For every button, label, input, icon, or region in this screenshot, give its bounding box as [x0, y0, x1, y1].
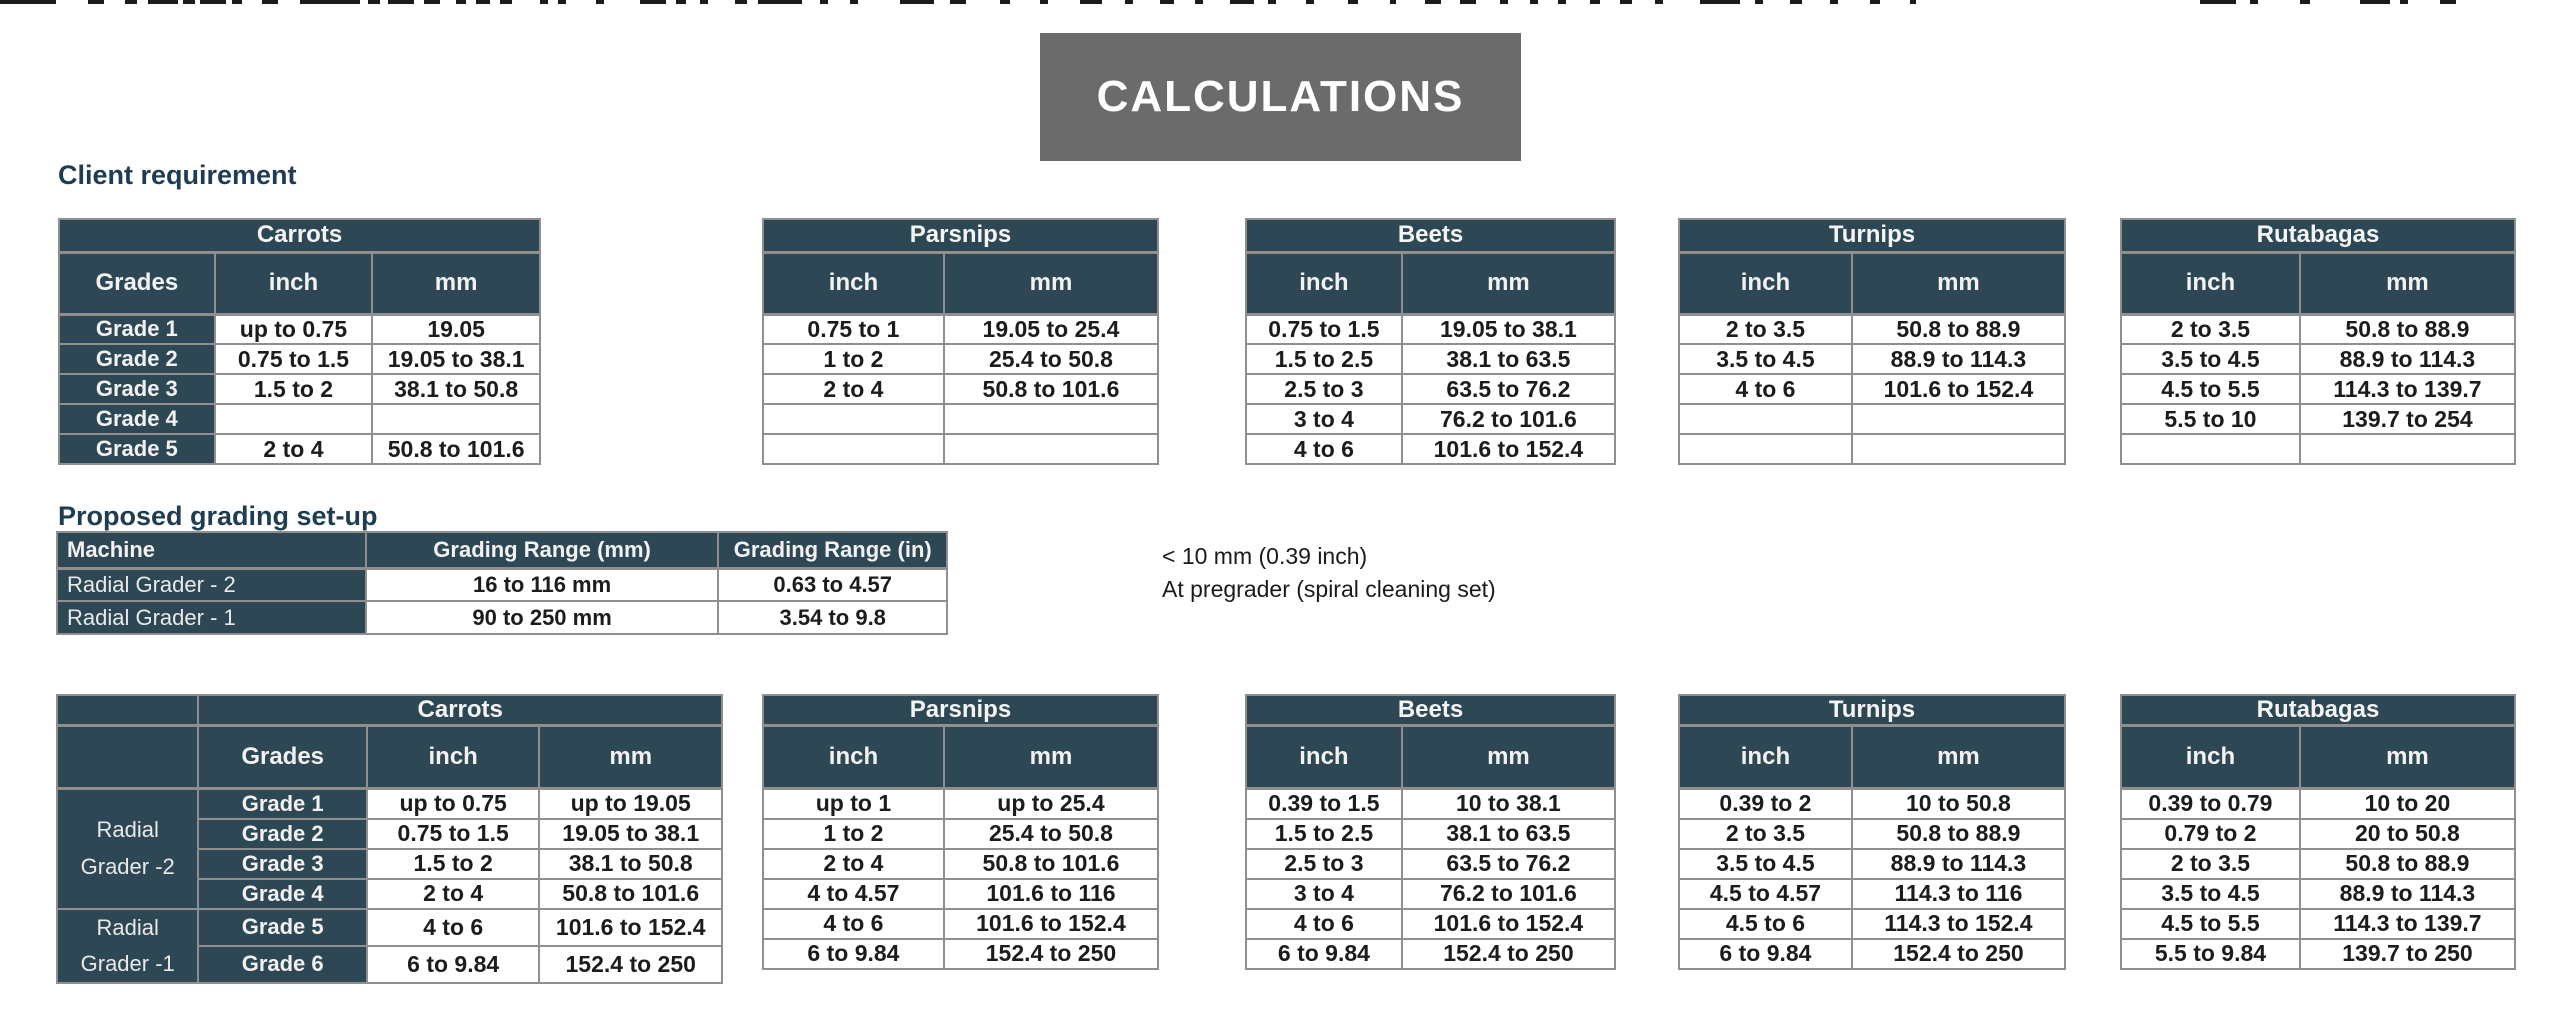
- table-title: Beets: [1246, 695, 1615, 726]
- cropped-text-mark: [735, 0, 747, 4]
- machine-grading-range-table: [56, 531, 948, 635]
- cropped-text-mark: [300, 0, 360, 4]
- cropped-text-mark: [1230, 0, 1254, 4]
- grade-label: Grade 3: [198, 849, 367, 879]
- inch-value-cell: 1.5 to 2.5: [1246, 344, 1402, 374]
- cropped-text-mark: [1500, 0, 1508, 4]
- col-header-inch: inch: [215, 252, 373, 314]
- inch-value-cell: 2 to 4: [367, 879, 540, 909]
- cropped-text-mark: [700, 0, 708, 4]
- mm-value-cell: 19.05 to 25.4: [944, 314, 1158, 344]
- mm-value-cell: 38.1 to 63.5: [1402, 344, 1615, 374]
- col-header-mm: mm: [372, 252, 540, 314]
- mm-value-cell: 63.5 to 76.2: [1402, 849, 1615, 879]
- cropped-text-mark: [640, 0, 666, 4]
- machine-column-spacer: [57, 695, 198, 726]
- table: [56, 531, 948, 635]
- inch-value-cell: 1.5 to 2: [367, 849, 540, 879]
- cropped-text-mark: [1620, 0, 1632, 4]
- mm-value-cell: 101.6 to 152.4: [1402, 434, 1615, 464]
- inch-value-cell: 4 to 6: [1246, 909, 1402, 939]
- inch-value-cell: 2 to 4: [763, 849, 944, 879]
- col-header-machine: Machine: [57, 532, 366, 568]
- mm-value-cell: 50.8 to 101.6: [944, 374, 1158, 404]
- col-header-inch: inch: [2121, 726, 2300, 789]
- cropped-text-mark: [1160, 0, 1174, 4]
- grade-label: Grade 5: [59, 434, 215, 464]
- cropped-text-mark: [200, 0, 226, 4]
- inch-value-cell: 1.5 to 2: [215, 374, 373, 404]
- inch-value-cell: 4.5 to 6: [1679, 909, 1852, 939]
- cropped-text-mark: [1390, 0, 1396, 4]
- inch-value-cell: 3.5 to 4.5: [1679, 849, 1852, 879]
- mm-value-cell: [944, 434, 1158, 464]
- mm-value-cell: 101.6 to 116: [944, 879, 1158, 909]
- col-header-inch: inch: [1246, 726, 1402, 789]
- client-table-turnips: [1678, 218, 2066, 465]
- mm-value-cell: 19.05 to 38.1: [372, 344, 540, 374]
- mm-value-cell: 101.6 to 152.4: [539, 909, 722, 946]
- grade-label: Grade 5: [198, 909, 367, 946]
- inch-value-cell: 2 to 3.5: [2121, 314, 2300, 344]
- col-header-inch: inch: [1679, 726, 1852, 789]
- machine-group-label: Radial Grader -1: [57, 909, 198, 984]
- table: [762, 694, 1159, 970]
- inch-value-cell: 2.5 to 3: [1246, 374, 1402, 404]
- inch-value-cell: 0.75 to 1.5: [367, 819, 540, 849]
- inch-value-cell: 1.5 to 2.5: [1246, 819, 1402, 849]
- inch-value-cell: 3.5 to 4.5: [2121, 344, 2300, 374]
- col-header-mm: mm: [944, 726, 1158, 789]
- cropped-text-mark: [2250, 0, 2258, 4]
- proposed-table-rutabagas: [2120, 694, 2516, 970]
- table-title: Turnips: [1679, 219, 2065, 252]
- mm-value-cell: 88.9 to 114.3: [2300, 344, 2515, 374]
- machine-group-label: Radial Grader -2: [57, 789, 198, 909]
- section-heading-client-requirement: Client requirement: [58, 160, 297, 190]
- col-header-mm: mm: [944, 252, 1158, 314]
- table: [56, 694, 723, 984]
- cropped-text-mark: [850, 0, 858, 4]
- mm-value-cell: 114.3 to 152.4: [1852, 909, 2065, 939]
- mm-value-cell: 101.6 to 152.4: [944, 909, 1158, 939]
- annotation-undersize: < 10 mm (0.39 inch): [1162, 543, 1368, 569]
- cropped-text-mark: [148, 0, 178, 4]
- col-header-mm: mm: [2300, 252, 2515, 314]
- inch-value-cell: 3 to 4: [1246, 404, 1402, 434]
- mm-value-cell: [2300, 434, 2515, 464]
- inch-value-cell: 4.5 to 5.5: [2121, 909, 2300, 939]
- inch-value-cell: 6 to 9.84: [1246, 939, 1402, 969]
- table: [1245, 694, 1616, 970]
- inch-value-cell: up to 0.75: [215, 314, 373, 344]
- cropped-text-mark: [1080, 0, 1102, 4]
- cropped-text-mark: [1790, 0, 1802, 4]
- mm-value-cell: 88.9 to 114.3: [1852, 849, 2065, 879]
- mm-value-cell: 38.1 to 63.5: [1402, 819, 1615, 849]
- inch-value-cell: 4 to 6: [1679, 374, 1852, 404]
- table: [1678, 218, 2066, 465]
- mm-value-cell: 19.05 to 38.1: [1402, 314, 1615, 344]
- mm-value-cell: 101.6 to 152.4: [1852, 374, 2065, 404]
- machine-name-cell: Radial Grader - 2: [57, 568, 366, 601]
- cropped-text-mark: [1830, 0, 1838, 4]
- mm-value-cell: [1852, 434, 2065, 464]
- mm-value-cell: [372, 404, 540, 434]
- cropped-text-mark: [596, 0, 604, 4]
- grade-label: Grade 1: [59, 314, 215, 344]
- col-header-range-mm: Grading Range (mm): [366, 532, 719, 568]
- table: [1678, 694, 2066, 970]
- mm-value-cell: 50.8 to 88.9: [1852, 314, 2065, 344]
- inch-value-cell: 2 to 3.5: [2121, 849, 2300, 879]
- mm-value-cell: 50.8 to 101.6: [372, 434, 540, 464]
- section-heading-proposed-grading: Proposed grading set-up: [58, 501, 378, 531]
- mm-value-cell: 152.4 to 250: [539, 946, 722, 983]
- cropped-text-mark: [1530, 0, 1538, 4]
- cropped-text-mark: [1558, 0, 1566, 4]
- cropped-text-mark: [476, 0, 490, 4]
- grade-label: Grade 4: [59, 404, 215, 434]
- mm-value-cell: up to 25.4: [944, 789, 1158, 819]
- table-title: Rutabagas: [2121, 219, 2515, 252]
- col-header-inch: inch: [763, 726, 944, 789]
- inch-value-cell: [763, 434, 944, 464]
- inch-value-cell: 1 to 2: [763, 819, 944, 849]
- cropped-text-mark: [950, 0, 966, 4]
- cropped-text-mark: [2440, 0, 2456, 4]
- inch-value-cell: 4.5 to 5.5: [2121, 374, 2300, 404]
- cropped-text-mark: [1268, 0, 1276, 4]
- inch-value-cell: 2 to 4: [215, 434, 373, 464]
- inch-value-cell: 0.39 to 1.5: [1246, 789, 1402, 819]
- proposed-table-turnips: [1678, 694, 2066, 970]
- mm-value-cell: [944, 404, 1158, 434]
- inch-value-cell: up to 1: [763, 789, 944, 819]
- inch-value-cell: 2 to 3.5: [1679, 314, 1852, 344]
- grade-label: Grade 2: [59, 344, 215, 374]
- client-table-parsnips: [762, 218, 1159, 465]
- proposed-table-carrots: [56, 694, 723, 984]
- inch-value-cell: 0.39 to 2: [1679, 789, 1852, 819]
- col-header-mm: mm: [2300, 726, 2515, 789]
- cropped-text-mark: [2300, 0, 2310, 4]
- grade-label: Grade 2: [198, 819, 367, 849]
- mm-value-cell: 10 to 20: [2300, 789, 2515, 819]
- col-header-mm: mm: [1852, 252, 2065, 314]
- range-in-cell: 0.63 to 4.57: [718, 568, 947, 601]
- cropped-text-mark: [88, 0, 104, 4]
- mm-value-cell: 152.4 to 250: [1402, 939, 1615, 969]
- cropped-text-mark: [1306, 0, 1314, 4]
- mm-value-cell: 10 to 38.1: [1402, 789, 1615, 819]
- grade-label: Grade 6: [198, 946, 367, 983]
- cropped-text-mark: [558, 0, 566, 4]
- cropped-text-mark: [2360, 0, 2390, 4]
- inch-value-cell: up to 0.75: [367, 789, 540, 819]
- mm-value-cell: 152.4 to 250: [944, 939, 1158, 969]
- mm-value-cell: 25.4 to 50.8: [944, 819, 1158, 849]
- cropped-text-mark: [456, 0, 466, 4]
- cropped-text-mark: [1655, 0, 1663, 4]
- mm-value-cell: 76.2 to 101.6: [1402, 879, 1615, 909]
- inch-value-cell: 3.5 to 4.5: [1679, 344, 1852, 374]
- inch-value-cell: 5.5 to 9.84: [2121, 939, 2300, 969]
- table-title: Parsnips: [763, 695, 1158, 726]
- inch-value-cell: [2121, 434, 2300, 464]
- client-table-carrots: [58, 218, 541, 465]
- cropped-text-mark: [540, 0, 548, 4]
- col-header-range-in: Grading Range (in): [718, 532, 947, 568]
- inch-value-cell: 6 to 9.84: [367, 946, 540, 983]
- grade-label: Grade 1: [198, 789, 367, 819]
- cropped-text-mark: [2400, 0, 2408, 4]
- mm-value-cell: 88.9 to 114.3: [2300, 879, 2515, 909]
- cropped-text-mark: [900, 0, 934, 4]
- inch-value-cell: 2 to 3.5: [1679, 819, 1852, 849]
- table: [762, 218, 1159, 465]
- mm-value-cell: 152.4 to 250: [1852, 939, 2065, 969]
- page-title: CALCULATIONS: [1040, 33, 1521, 161]
- mm-value-cell: 63.5 to 76.2: [1402, 374, 1615, 404]
- mm-value-cell: [1852, 404, 2065, 434]
- cropped-text-mark: [388, 0, 414, 4]
- grade-label: Grade 3: [59, 374, 215, 404]
- inch-value-cell: 6 to 9.84: [763, 939, 944, 969]
- range-in-cell: 3.54 to 9.8: [718, 601, 947, 634]
- inch-value-cell: 4 to 6: [367, 909, 540, 946]
- inch-value-cell: 5.5 to 10: [2121, 404, 2300, 434]
- cropped-text-mark: [1040, 0, 1048, 4]
- table-title: Turnips: [1679, 695, 2065, 726]
- inch-value-cell: [215, 404, 373, 434]
- col-header-inch: inch: [367, 726, 540, 789]
- cropped-text-mark: [1460, 0, 1476, 4]
- mm-value-cell: 19.05: [372, 314, 540, 344]
- col-header-mm: mm: [1402, 252, 1615, 314]
- inch-value-cell: 0.39 to 0.79: [2121, 789, 2300, 819]
- inch-value-cell: 4 to 6: [763, 909, 944, 939]
- col-header-inch: inch: [763, 252, 944, 314]
- table-title: Carrots: [198, 695, 722, 726]
- client-table-rutabagas: [2120, 218, 2516, 465]
- grade-label: Grade 4: [198, 879, 367, 909]
- mm-value-cell: up to 19.05: [539, 789, 722, 819]
- col-header-mm: mm: [539, 726, 722, 789]
- cropped-text-mark: [1910, 0, 1916, 4]
- cropped-text-mark: [820, 0, 828, 4]
- col-header-mm: mm: [1402, 726, 1615, 789]
- mm-value-cell: 50.8 to 88.9: [2300, 314, 2515, 344]
- col-header-inch: inch: [1679, 252, 1852, 314]
- inch-value-cell: 1 to 2: [763, 344, 944, 374]
- table: [2120, 694, 2516, 970]
- inch-value-cell: 4 to 6: [1246, 434, 1402, 464]
- col-header-grades: Grades: [198, 726, 367, 789]
- cropped-text-mark: [1425, 0, 1441, 4]
- machine-name-cell: Radial Grader - 1: [57, 601, 366, 634]
- mm-value-cell: 114.3 to 139.7: [2300, 909, 2515, 939]
- inch-value-cell: [763, 404, 944, 434]
- inch-value-cell: [1679, 434, 1852, 464]
- cropped-text-mark: [500, 0, 512, 4]
- cropped-text-mark: [1195, 0, 1203, 4]
- inch-value-cell: 6 to 9.84: [1679, 939, 1852, 969]
- cropped-text-mark: [676, 0, 686, 4]
- cropped-text-mark: [2200, 0, 2236, 4]
- cropped-text-mark: [125, 0, 137, 4]
- table: [58, 218, 541, 465]
- mm-value-cell: 50.8 to 88.9: [1852, 819, 2065, 849]
- client-table-beets: [1245, 218, 1616, 465]
- cropped-text-mark: [1000, 0, 1010, 4]
- cropped-text-mark: [262, 0, 278, 4]
- mm-value-cell: 10 to 50.8: [1852, 789, 2065, 819]
- cropped-text-mark: [368, 0, 380, 4]
- mm-value-cell: 114.3 to 116: [1852, 879, 2065, 909]
- mm-value-cell: 50.8 to 101.6: [539, 879, 722, 909]
- cropped-text-mark: [1870, 0, 1880, 4]
- inch-value-cell: 0.75 to 1.5: [1246, 314, 1402, 344]
- mm-value-cell: 20 to 50.8: [2300, 819, 2515, 849]
- col-header-grades: Grades: [59, 252, 215, 314]
- cropped-text-mark: [758, 0, 802, 4]
- mm-value-cell: 101.6 to 152.4: [1402, 909, 1615, 939]
- mm-value-cell: 19.05 to 38.1: [539, 819, 722, 849]
- mm-value-cell: 50.8 to 101.6: [944, 849, 1158, 879]
- cropped-text-mark: [424, 0, 440, 4]
- mm-value-cell: 139.7 to 250: [2300, 939, 2515, 969]
- machine-column-spacer: [57, 726, 198, 789]
- col-header-mm: mm: [1852, 726, 2065, 789]
- table: [2120, 218, 2516, 465]
- col-header-inch: inch: [2121, 252, 2300, 314]
- inch-value-cell: 3.5 to 4.5: [2121, 879, 2300, 909]
- cropped-text-mark: [0, 0, 56, 4]
- col-header-inch: inch: [1246, 252, 1402, 314]
- cropped-text-mark: [1590, 0, 1600, 4]
- range-mm-cell: 90 to 250 mm: [366, 601, 719, 634]
- inch-value-cell: 4.5 to 4.57: [1679, 879, 1852, 909]
- mm-value-cell: 50.8 to 88.9: [2300, 849, 2515, 879]
- mm-value-cell: 139.7 to 254: [2300, 404, 2515, 434]
- annotation-pregrader: At pregrader (spiral cleaning set): [1162, 576, 1496, 602]
- table-title: Rutabagas: [2121, 695, 2515, 726]
- mm-value-cell: 76.2 to 101.6: [1402, 404, 1615, 434]
- range-mm-cell: 16 to 116 mm: [366, 568, 719, 601]
- inch-value-cell: 3 to 4: [1246, 879, 1402, 909]
- cropped-text-mark: [183, 0, 195, 4]
- table: [1245, 218, 1616, 465]
- inch-value-cell: 2.5 to 3: [1246, 849, 1402, 879]
- inch-value-cell: 4 to 4.57: [763, 879, 944, 909]
- mm-value-cell: 114.3 to 139.7: [2300, 374, 2515, 404]
- mm-value-cell: 38.1 to 50.8: [539, 849, 722, 879]
- proposed-table-parsnips: [762, 694, 1159, 970]
- inch-value-cell: [1679, 404, 1852, 434]
- cropped-text-mark: [1755, 0, 1763, 4]
- cropped-text-mark: [1348, 0, 1358, 4]
- inch-value-cell: 0.79 to 2: [2121, 819, 2300, 849]
- proposed-table-beets: [1245, 694, 1616, 970]
- inch-value-cell: 0.75 to 1: [763, 314, 944, 344]
- table-title: Parsnips: [763, 219, 1158, 252]
- mm-value-cell: 88.9 to 114.3: [1852, 344, 2065, 374]
- inch-value-cell: 0.75 to 1.5: [215, 344, 373, 374]
- cropped-text-mark: [232, 0, 242, 4]
- inch-value-cell: 2 to 4: [763, 374, 944, 404]
- table-title: Beets: [1246, 219, 1615, 252]
- cropped-text-mark: [1125, 0, 1133, 4]
- mm-value-cell: 25.4 to 50.8: [944, 344, 1158, 374]
- cropped-text-mark: [1700, 0, 1740, 4]
- table-title: Carrots: [59, 219, 540, 252]
- mm-value-cell: 38.1 to 50.8: [372, 374, 540, 404]
